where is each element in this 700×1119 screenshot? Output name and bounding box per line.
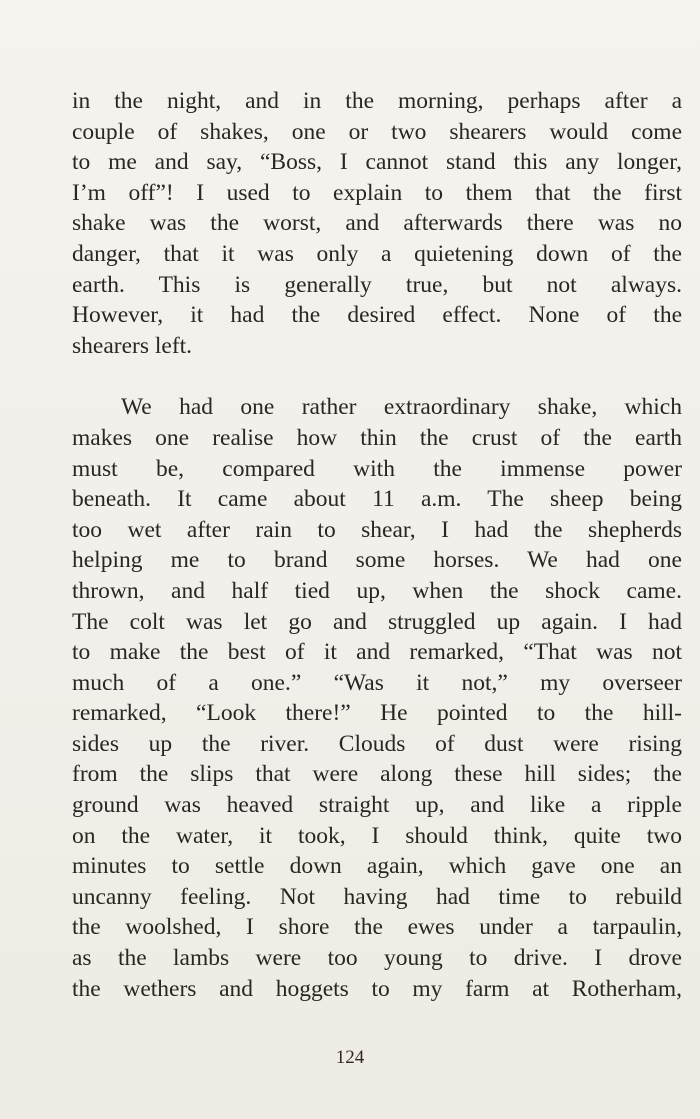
text-line: too wet after rain to shear, I had the shepherds [72,516,682,543]
text-line: earth. This is generally true, but not always. [72,271,682,298]
text-line: much of a one.” “Was it not,” my overseer [72,669,682,696]
text-line: remarked, “Look there!” He pointed to the hill- [72,700,682,727]
text-line: in the night, and in the morning, perhaps after a [72,88,682,114]
text-line: danger, that it was only a quietening down of the [72,240,682,267]
text-line: on the water, it took, I should think, quite two [72,822,682,849]
text-line: makes one realise how thin the crust of the earth [72,424,682,451]
text-line: must be, compared with the immense power [72,455,682,482]
paragraph-2 [72,392,682,1004]
text-line: from the slips that were along these hill sides; the [72,761,682,788]
text-line: sides up the river. Clouds of dust were rising [72,730,682,757]
text-line: the woolshed, I shore the ewes under a tarpaulin, [72,914,682,941]
text-line: helping me to brand some horses. We had one [72,547,682,574]
text-line: ground was heaved straight up, and like a ripple [72,792,682,819]
text-line: shake was the worst, and afterwards there was no [72,210,682,237]
text-line: shearers left. [72,332,193,359]
page-number: 124 [335,1047,365,1068]
paragraph-1 [72,86,682,361]
text-line: We had one rather extraordinary shake, which [121,394,682,421]
text-line: as the lambs were too young to drive. I drove [72,945,682,972]
text-line: The colt was let go and struggled up again. I had [72,608,682,635]
text-line: to make the best of it and remarked, “That was not [72,639,682,666]
text-line: to me and say, “Boss, I cannot stand this any longer, [72,149,682,176]
text-line: I’m off”! I used to explain to them that the first [72,179,682,206]
text-line: However, it had the desired effect. None of the [72,302,682,329]
text-line: beneath. It came about 11 a.m. The sheep being [72,486,682,513]
text-line: minutes to settle down again, which gave one an [72,853,682,880]
body-text [72,86,682,1004]
text-line: couple of shakes, one or two shearers would come [72,118,682,145]
text-line: the wethers and hoggets to my farm at Rotherham, [72,975,682,1002]
text-line: uncanny feeling. Not having had time to rebuild [72,883,682,910]
text-line: thrown, and half tied up, when the shock came. [72,577,682,604]
